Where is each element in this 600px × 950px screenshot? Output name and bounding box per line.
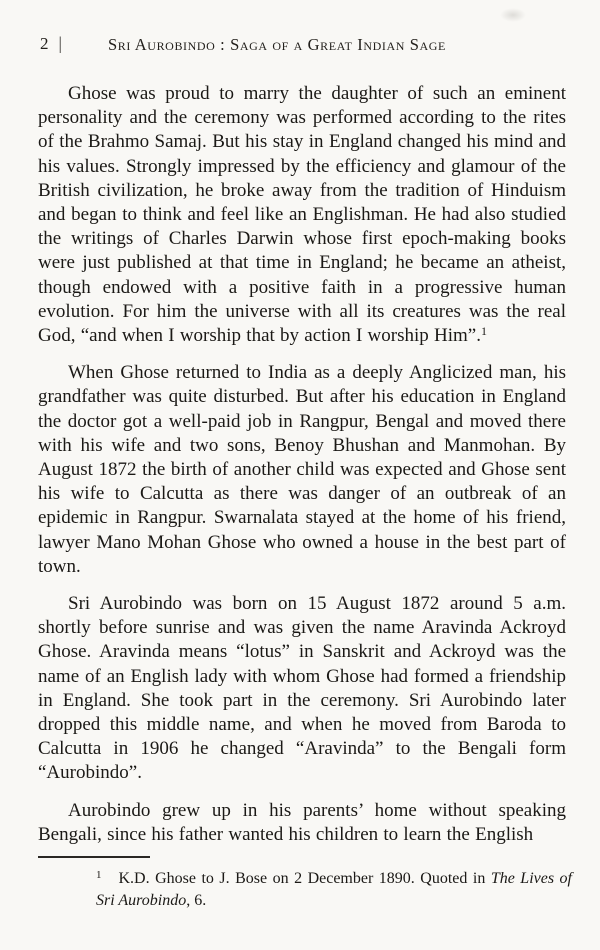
page-body xyxy=(38,82,566,847)
paragraph xyxy=(38,82,566,348)
footnote-text-after: , 6. xyxy=(186,891,207,909)
footnote-reference: 1 xyxy=(480,324,487,339)
footnote-section xyxy=(38,856,573,911)
footnote-marker: 1 xyxy=(96,869,102,882)
paragraph-text: Aurobindo grew up in his parents’ home without speaking Bengali, since his father wanted his children to learn the English xyxy=(38,799,566,845)
paragraph xyxy=(38,799,566,847)
page-number-block xyxy=(40,34,63,54)
paragraph xyxy=(38,361,566,579)
footnote-rule xyxy=(38,856,150,858)
paragraph-text: Sri Aurobindo was born on 15 August 1872 around 5 a.m. shortly before sunrise and was given the name Aravinda Ackroyd Ghose. Aravinda means “lotus” in Sanskrit and Ackroyd was the name of an English lady with whom Ghose had formed a friendship in England. She took part in the ceremony. Sri Aurobindo later dropped this middle name, and when he moved from Baroda to Calcutta in 1906 he changed “Aravinda” to the Bengali form “Aurobindo”. xyxy=(38,593,566,784)
paragraph-text: Ghose was proud to marry the daughter of such an eminent personality and the ceremony was performed according to the rites of the Brahmo Samaj. But his stay in England changed his mind and his values. Strongly impressed by the efficiency and glamour of the British civilization, he broke away from the tradition of Hinduism and began to think and feel like an Englishman. He had also studied the writings of Charles Darwin whose first epoch-making books were just published at that time in England; he became an atheist, though endowed with a positive faith in a progressive human evolution. For him the universe with all its creatures was the real God, “and when I worship that by action I worship Him”. xyxy=(38,83,566,347)
running-header xyxy=(38,34,566,56)
paragraph xyxy=(38,592,566,786)
scan-smudge xyxy=(500,8,526,22)
running-title: Sri Aurobindo : Saga of a Great Indian Sage xyxy=(108,35,446,54)
footnote-cited-work: The Lives of Sri Aurobindo xyxy=(96,870,573,909)
footnote-text: K.D. Ghose to J. Bose on 2 December 1890. Quoted in xyxy=(118,870,491,888)
header-divider: | xyxy=(58,33,63,54)
paragraph-text: When Ghose returned to India as a deeply Anglicized man, his grandfather was quite disturbed. But after his education in England the doctor got a well-paid job in Rangpur, Bengal and moved there with his wife and two sons, Benoy Bhushan and Manmohan. By August 1872 the birth of another child was expected and Ghose sent his wife to Calcutta as there was danger of an outbreak of an epidemic in Rangpur. Swarnalata stayed at the home of his friend, lawyer Mano Mohan Ghose who owned a house in the best part of town. xyxy=(38,362,566,577)
page-number: 2 xyxy=(40,34,50,53)
footnote xyxy=(96,865,572,911)
